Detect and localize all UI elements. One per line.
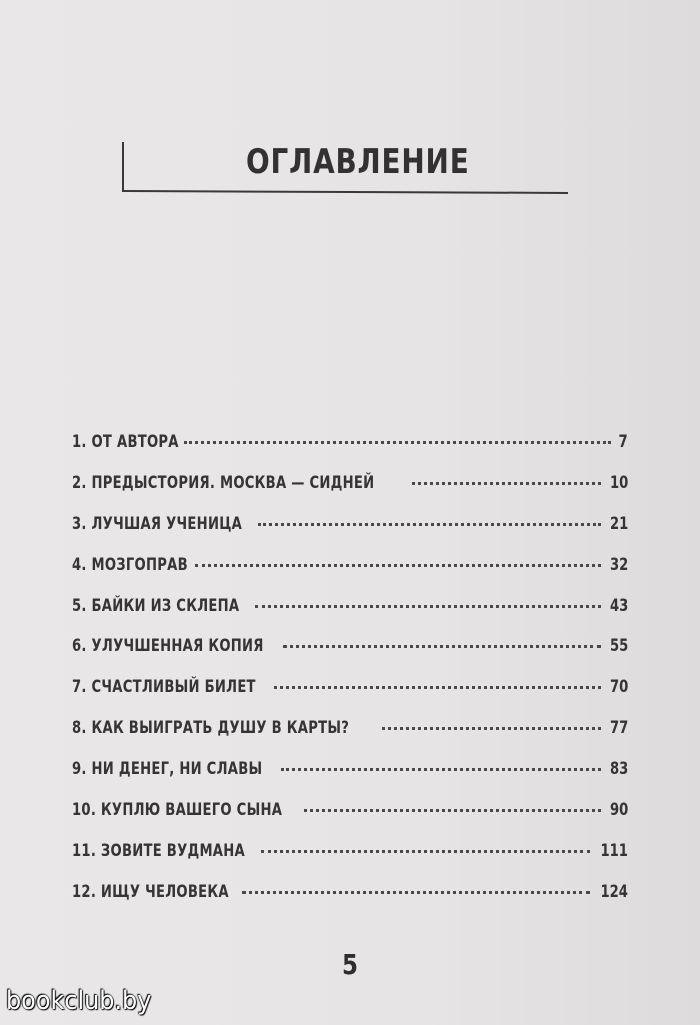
toc-entry-page: 70 xyxy=(609,677,628,698)
toc-entry-page: 90 xyxy=(609,800,628,821)
toc-entry-page: 111 xyxy=(600,840,628,861)
toc-entry-label: 8. КАК ВЫИГРАТЬ ДУШУ В КАРТЫ? xyxy=(72,718,350,739)
toc-entry-label: 2. ПРЕДЫСТОРИЯ. МОСКВА — СИДНЕЙ xyxy=(72,472,375,493)
toc-entry xyxy=(72,882,628,923)
toc-entry-page: 10 xyxy=(609,472,628,493)
page-number: 5 xyxy=(342,948,358,981)
page-title: ОГЛАВЛЕНИЕ xyxy=(246,142,470,182)
toc-entry-page: 32 xyxy=(609,554,628,575)
toc-entry-label: 5. БАЙКИ ИЗ СКЛЕПА xyxy=(72,595,240,616)
toc-entry-page: 55 xyxy=(609,636,628,657)
toc-entry-page: 83 xyxy=(609,759,628,780)
title-underline xyxy=(122,190,568,194)
table-of-contents xyxy=(72,432,628,923)
watermark: bookclub.by xyxy=(6,986,152,1016)
dot-leader xyxy=(283,644,601,648)
toc-entry-page: 43 xyxy=(609,595,628,616)
toc-entry-label: 9. НИ ДЕНЕГ, НИ СЛАВЫ xyxy=(72,759,263,780)
toc-entry-label: 1. ОТ АВТОРА xyxy=(72,432,179,452)
toc-entry xyxy=(72,432,628,473)
toc-entry xyxy=(72,841,628,882)
toc-entry-label: 7. СЧАСТЛИВЫЙ БИЛЕТ xyxy=(72,677,256,698)
toc-entry xyxy=(72,800,628,841)
toc-entry xyxy=(72,759,628,800)
dot-leader xyxy=(412,481,601,485)
toc-entry-page: 77 xyxy=(609,718,628,739)
dot-leader xyxy=(304,808,600,812)
toc-entry-label: 10. КУПЛЮ ВАШЕГО СЫНА xyxy=(72,800,283,821)
dot-leader xyxy=(258,522,601,526)
toc-entry xyxy=(72,555,628,596)
toc-entry xyxy=(72,718,628,759)
toc-entry-page: 124 xyxy=(600,881,628,902)
dot-leader xyxy=(382,726,600,730)
toc-entry xyxy=(72,636,628,677)
toc-entry xyxy=(72,473,628,514)
toc-entry xyxy=(72,514,628,555)
toc-entry-label: 4. МОЗГОПРАВ xyxy=(72,554,188,575)
dot-leader xyxy=(274,685,601,689)
dot-leader xyxy=(195,563,601,567)
dot-leader xyxy=(281,767,600,771)
toc-entry-page: 21 xyxy=(609,513,628,534)
dot-leader xyxy=(184,440,611,444)
toc-entry-label: 11. ЗОВИТЕ ВУДМАНА xyxy=(72,840,245,861)
toc-entry-page: 7 xyxy=(618,432,628,452)
toc-entry xyxy=(72,677,628,718)
toc-entry-label: 6. УЛУЧШЕННАЯ КОПИЯ xyxy=(72,636,264,657)
dot-leader xyxy=(255,604,601,608)
toc-entry-label: 3. ЛУЧШАЯ УЧЕНИЦА xyxy=(72,513,243,534)
dot-leader xyxy=(261,849,590,853)
dot-leader xyxy=(242,890,590,894)
title-block xyxy=(120,120,572,198)
toc-entry-label: 12. ИЩУ ЧЕЛОВЕКА xyxy=(72,881,229,902)
title-bracket-tick xyxy=(122,142,124,192)
toc-entry xyxy=(72,596,628,637)
